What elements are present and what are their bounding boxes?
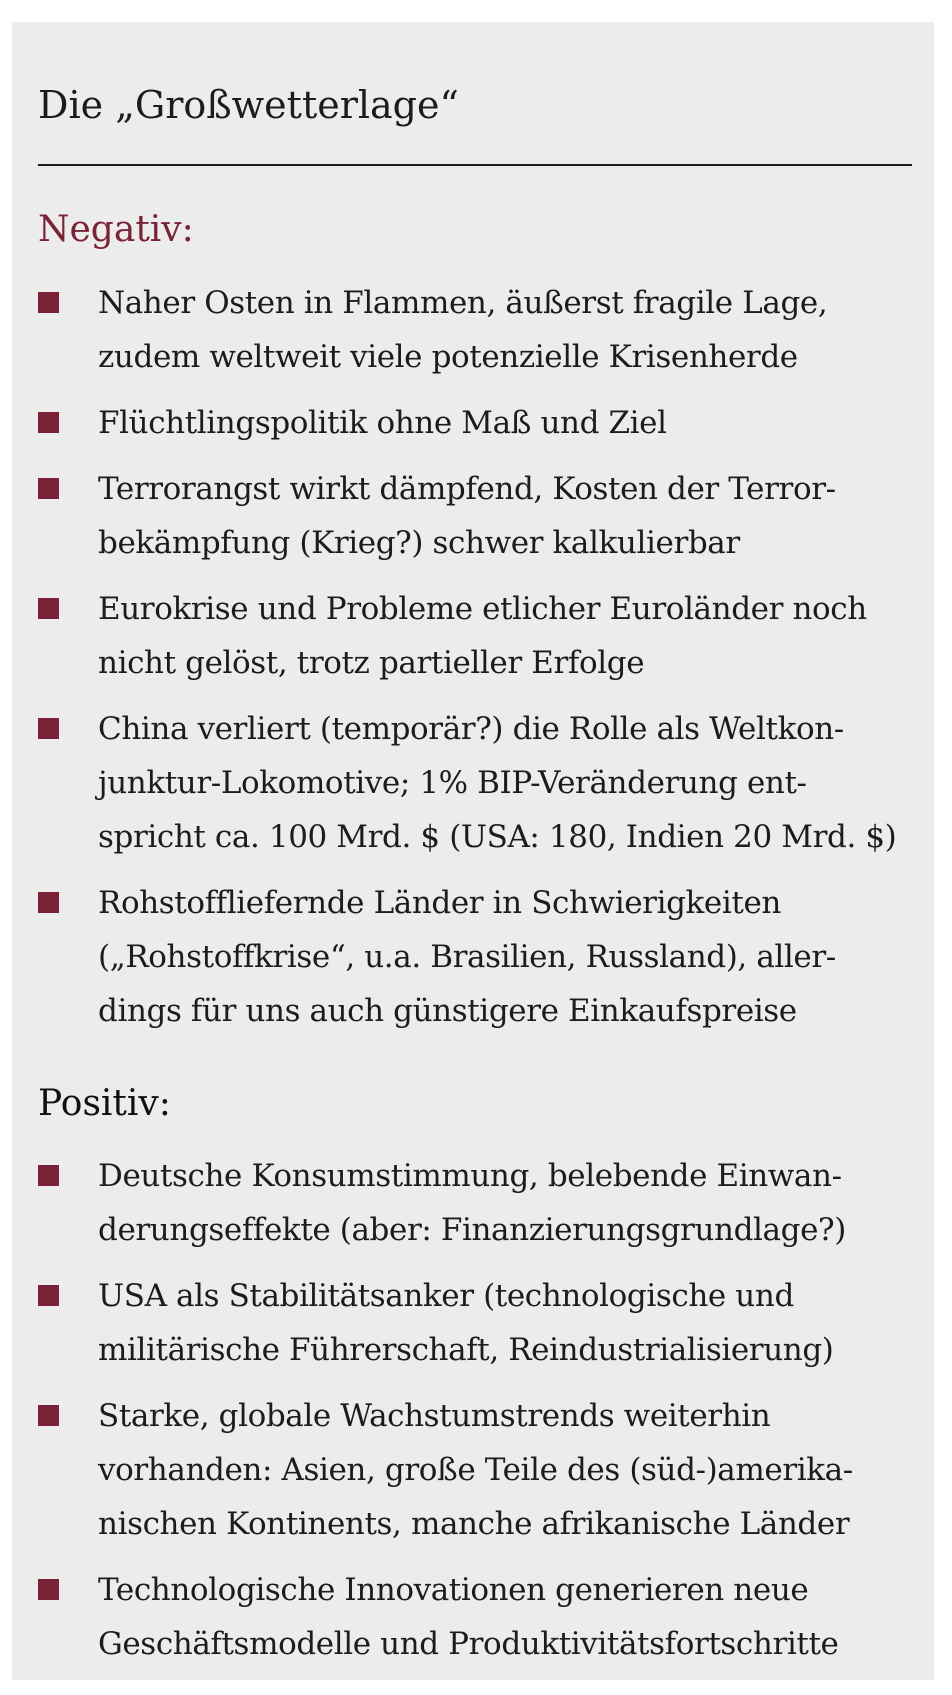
item-text-line: junktur-Lokomotive; 1% BIP-Veränderung ent-: [98, 765, 807, 801]
negative-list-item: [38, 702, 924, 864]
negative-list-item: [38, 582, 924, 690]
item-text-line: Technologische Innovationen generieren neue: [98, 1572, 809, 1608]
item-text-line: dings für uns auch günstigere Einkaufspreise: [98, 993, 797, 1029]
item-text-line: Geschäftsmodelle und Produktivitätsfortschritte: [98, 1626, 839, 1662]
item-text-line: derungseffekte (aber: Finanzierungsgrundlage?): [98, 1212, 846, 1248]
box-title: Die „Großwetterlage“: [38, 83, 459, 127]
item-text-line: spricht ca. 100 Mrd. $ (USA: 180, Indien 20 Mrd. $): [98, 819, 897, 855]
negative-list-item: [38, 876, 924, 1038]
item-text-line: Deutsche Konsumstimmung, belebende Einwan-: [98, 1158, 842, 1194]
item-text-line: USA als Stabilitätsanker (technologische und: [98, 1278, 794, 1314]
negative-list-item: [38, 462, 924, 570]
positive-list-item: [38, 1563, 924, 1671]
item-text-line: bekämpfung (Krieg?) schwer kalkulierbar: [98, 525, 740, 561]
negative-list: [38, 276, 924, 1050]
positive-list-item: [38, 1269, 924, 1377]
item-text-line: Starke, globale Wachstumstrends weiterhin: [98, 1398, 771, 1434]
square-bullet-icon: [38, 292, 59, 313]
item-text-line: nischen Kontinents, manche afrikanische Länder: [98, 1506, 850, 1542]
negative-list-item: [38, 276, 924, 384]
item-text-line: Rohstoffliefernde Länder in Schwierigkeiten: [98, 885, 781, 921]
item-text-line: Naher Osten in Flammen, äußerst fragile Lage,: [98, 285, 828, 321]
square-bullet-icon: [38, 718, 59, 739]
title-divider: [38, 164, 912, 166]
square-bullet-icon: [38, 478, 59, 499]
negative-heading: Negativ:: [38, 209, 194, 250]
square-bullet-icon: [38, 1579, 59, 1600]
item-text-line: China verliert (temporär?) die Rolle als Weltkon-: [98, 711, 844, 747]
positive-list-item: [38, 1389, 924, 1551]
item-text-line: nicht gelöst, trotz partieller Erfolge: [98, 645, 645, 681]
square-bullet-icon: [38, 1285, 59, 1306]
item-text-line: militärische Führerschaft, Reindustrialisierung): [98, 1332, 834, 1368]
square-bullet-icon: [38, 598, 59, 619]
square-bullet-icon: [38, 892, 59, 913]
item-text-line: Flüchtlingspolitik ohne Maß und Ziel: [98, 405, 667, 441]
positive-heading: Positiv:: [38, 1083, 171, 1124]
positive-list-item: [38, 1149, 924, 1257]
item-text-line: („Rohstoffkrise“, u.a. Brasilien, Russland), aller-: [98, 939, 836, 975]
negative-list-item: [38, 396, 924, 450]
square-bullet-icon: [38, 1165, 59, 1186]
square-bullet-icon: [38, 412, 59, 433]
info-box: [12, 22, 934, 1680]
item-text-line: zudem weltweit viele potenzielle Krisenherde: [98, 339, 798, 375]
positive-list: [38, 1149, 924, 1683]
square-bullet-icon: [38, 1405, 59, 1426]
item-text-line: vorhanden: Asien, große Teile des (süd-)amerika-: [98, 1452, 853, 1488]
item-text-line: Eurokrise und Probleme etlicher Euroländer noch: [98, 591, 867, 627]
item-text-line: Terrorangst wirkt dämpfend, Kosten der Terror-: [98, 471, 836, 507]
